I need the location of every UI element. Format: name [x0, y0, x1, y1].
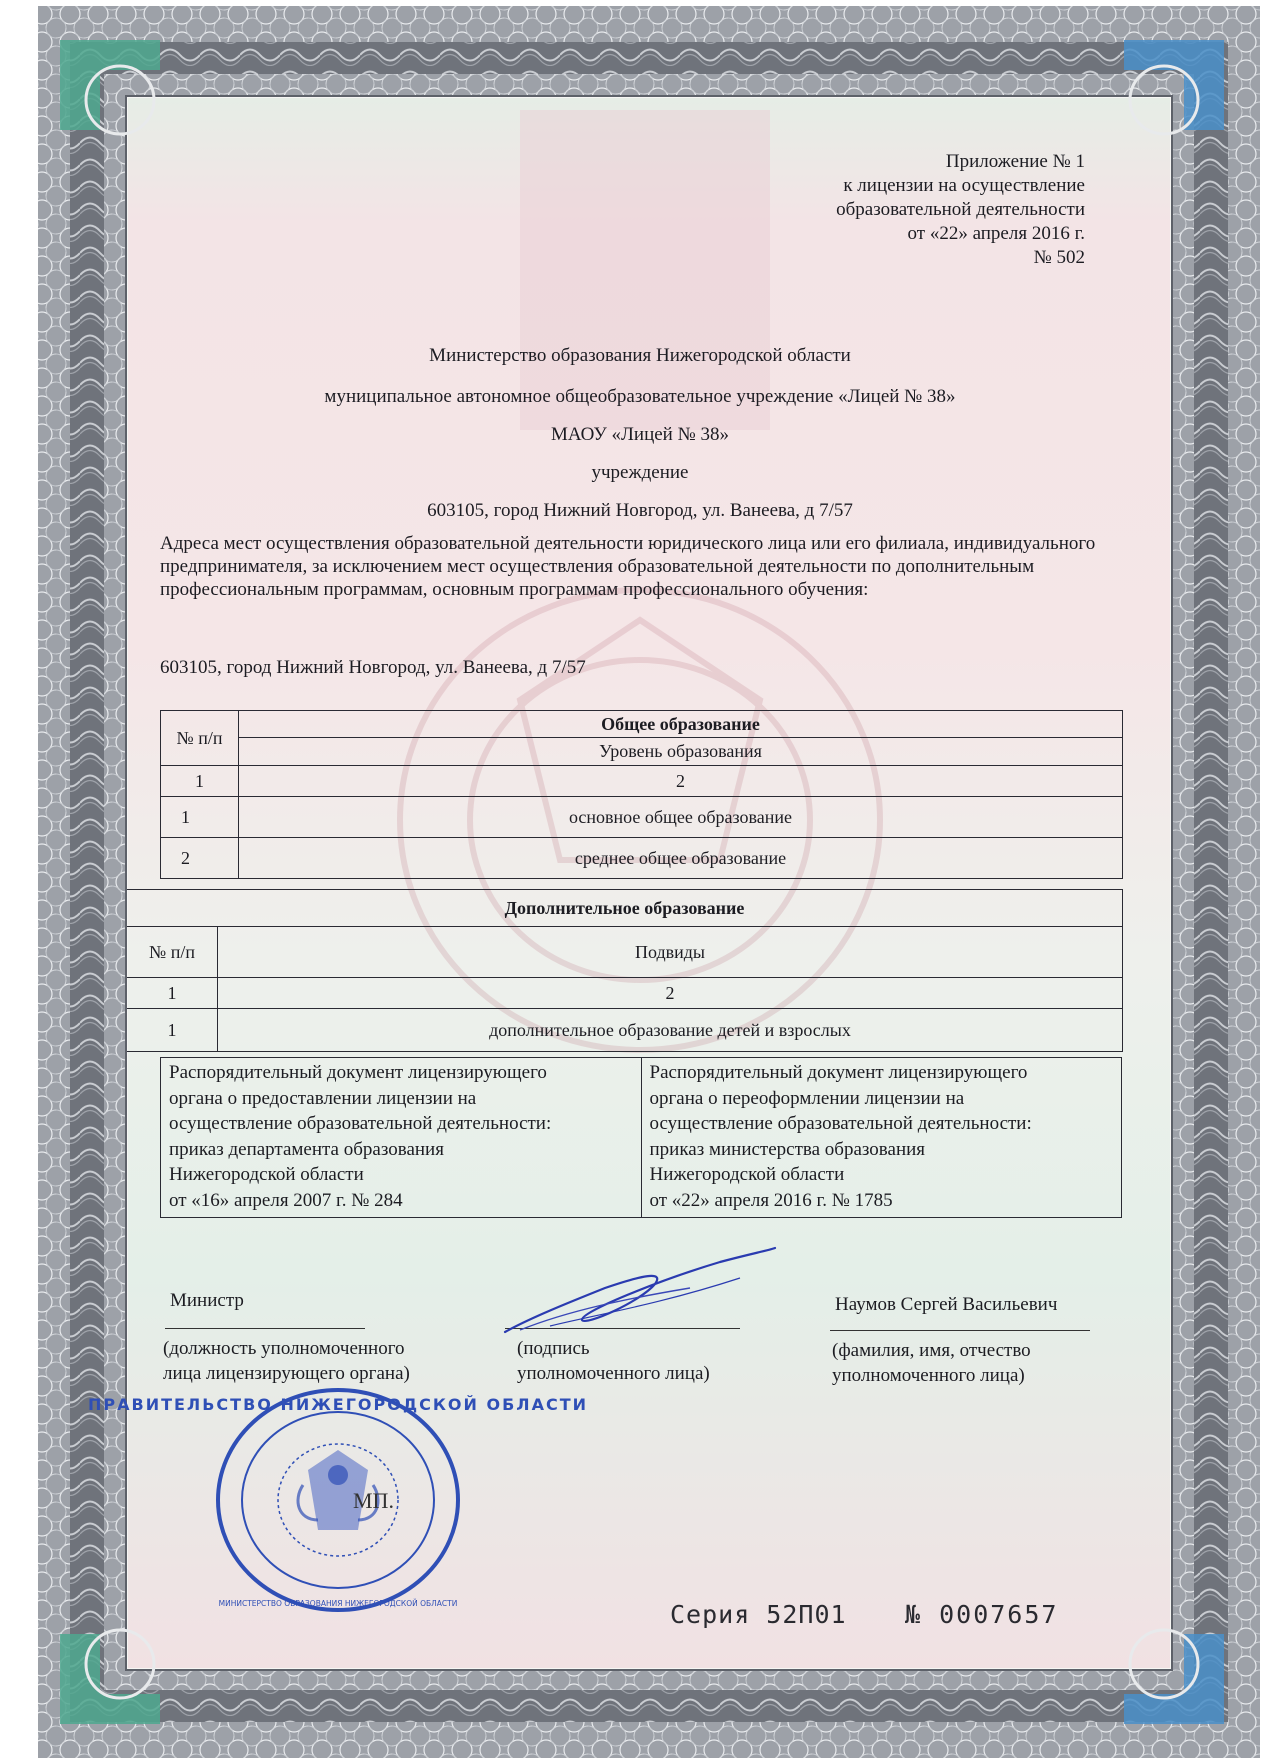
col-index-1: 1 — [161, 766, 239, 797]
seal-mp-label: МП. — [353, 1488, 394, 1513]
grant-order-cell — [161, 1058, 642, 1218]
grant-order-line: от «16» апреля 2007 г. № 284 — [169, 1189, 403, 1211]
row-num: 1 — [127, 1009, 218, 1052]
row-education-level: среднее общее образование — [239, 838, 1123, 879]
license-orders-table — [160, 1057, 1122, 1218]
table-row — [161, 838, 1123, 879]
signature-caption-line: (подпись — [517, 1338, 590, 1359]
name-caption — [832, 1338, 1031, 1388]
signature-caption-line: уполномоченного лица) — [517, 1363, 710, 1384]
official-seal-stamp — [87, 1380, 589, 1620]
name-caption-line: уполномоченного лица) — [832, 1365, 1025, 1386]
seal-inner-text: МИНИСТЕРСТВО ОБРАЗОВАНИЯ НИЖЕГОРОДСКОЙ ОБЛАСТИ — [218, 1599, 458, 1608]
places-description: Адреса мест осуществления образовательной деятельности юридического лица или его филиала, индивидуального предпринимателя, за исключением мест осуществления образовательной деятельности по дополнительным профессиональным программам, основным программам профессионального обучения: — [160, 533, 1096, 600]
places-address: 603105, город Нижний Новгород, ул. Ванеева, д 7/57 — [160, 657, 586, 678]
blank-number: № 0007657 — [905, 1600, 1059, 1629]
grant-order-line: органа о предоставлении лицензии на — [169, 1087, 477, 1109]
num-header: № п/п — [127, 927, 218, 978]
institution-kind: учреждение — [591, 462, 689, 483]
institution-address: 603105, город Нижний Новгород, ул. Ванеева, д 7/57 — [427, 500, 853, 521]
appendix-reference — [790, 150, 1085, 270]
reissue-order-line: Распорядительный документ лицензирующего — [649, 1062, 1028, 1083]
subtypes-header: Подвиды — [218, 927, 1123, 978]
row-subtype: дополнительное образование детей и взрослых — [218, 1009, 1123, 1052]
appendix-line-3: образовательной деятельности — [836, 199, 1085, 220]
appendix-line-4: от «22» апреля 2016 г. — [907, 223, 1085, 244]
position-caption-line: (должность уполномоченного — [163, 1338, 405, 1359]
appendix-line-2: к лицензии на осуществление — [843, 175, 1085, 196]
seal-ring-text: ПРАВИТЕЛЬСТВО НИЖЕГОРОДСКОЙ ОБЛАСТИ — [87, 1395, 589, 1414]
additional-education-table — [127, 889, 1123, 1052]
institution-short-name: МАОУ «Лицей № 38» — [551, 424, 729, 445]
col-index-2: 2 — [218, 978, 1123, 1009]
position-underline — [165, 1328, 365, 1329]
name-caption-line: (фамилия, имя, отчество — [832, 1340, 1031, 1361]
row-num: 2 — [161, 838, 239, 879]
col-index-2: 2 — [239, 766, 1123, 797]
row-num: 1 — [161, 797, 239, 838]
name-underline — [830, 1330, 1090, 1331]
reissue-order-line: Нижегородской области — [649, 1164, 845, 1185]
reissue-order-line: органа о переоформлении лицензии на — [649, 1087, 965, 1109]
table-row — [127, 1009, 1123, 1052]
row-education-level: основное общее образование — [239, 797, 1123, 838]
num-header: № п/п — [161, 711, 239, 766]
handwritten-signature — [490, 1240, 780, 1360]
ministry-name: Министерство образования Нижегородской области — [429, 345, 851, 366]
reissue-order-cell — [641, 1058, 1122, 1218]
grant-order-line: Распорядительный документ лицензирующего — [169, 1062, 547, 1083]
reissue-order-line: приказ министерства образования — [649, 1138, 926, 1160]
position-title: Министр — [170, 1290, 244, 1311]
section-title-additional: Дополнительное образование — [127, 890, 1123, 927]
table-row — [161, 797, 1123, 838]
position-caption — [163, 1336, 410, 1386]
position-caption-line: лица лицензирующего органа) — [163, 1363, 410, 1384]
col-index-1: 1 — [127, 978, 218, 1009]
institution-full-name: муниципальное автономное общеобразовательное учреждение «Лицей № 38» — [324, 386, 956, 407]
level-header: Уровень образования — [239, 738, 1123, 766]
grant-order-line: приказ департамента образования — [169, 1138, 444, 1160]
grant-order-line: осуществление образовательной деятельности: — [169, 1113, 552, 1134]
appendix-line-5: № 502 — [1033, 247, 1085, 268]
blank-series: Серия 52П01 — [670, 1600, 847, 1629]
appendix-line-1: Приложение № 1 — [945, 151, 1085, 172]
section-title-general: Общее образование — [239, 711, 1123, 738]
signer-name: Наумов Сергей Васильевич — [835, 1294, 1058, 1315]
reissue-order-line: от «22» апреля 2016 г. № 1785 — [649, 1189, 893, 1211]
reissue-order-line: осуществление образовательной деятельности: — [649, 1113, 1032, 1134]
general-education-table — [160, 710, 1123, 879]
grant-order-line: Нижегородской области — [169, 1164, 364, 1185]
